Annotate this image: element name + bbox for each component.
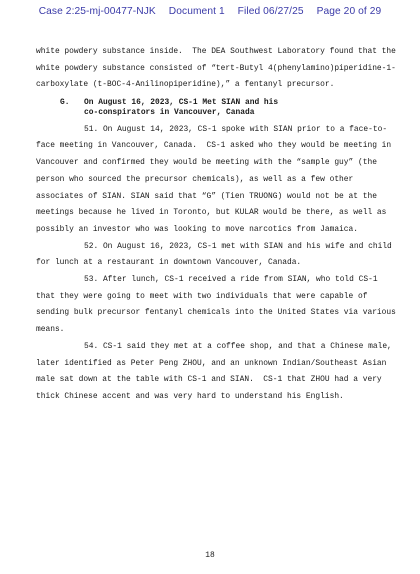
continuation-paragraph: white powdery substance inside. The DEA Southwest Laboratory found that the white powdery substance consisted of “tert-Butyl 4(phenylamino)piperidine-1-carboxylate (t-BOC-4-Anilinopiperidine),” a fentanyl precursor.: [36, 47, 401, 90]
section-letter: G.: [60, 98, 70, 108]
filed-date: Filed 06/27/25: [237, 6, 304, 17]
page-count: Page 20 of 29: [316, 6, 382, 17]
section-heading: [36, 96, 398, 120]
section-title: On August 16, 2023, CS-1 Met SIAN and his co-conspirators in Vancouver, Canada: [84, 98, 279, 117]
paragraph-51: 51. On August 14, 2023, CS-1 spoke with SIAN prior to a face-to-face meeting in Vancouver, Canada. CS-1 asked who they would be meeting in Vancouver and confirmed they would be meeting with the “sample guy” (the person who sourced the precursor chemicals), as well as a few other associates of SIAN. SIAN said that “G” (Tien TRUONG) would not be at the meetings because he lived in Toronto, but KULAR would be there, as well as possibly an investor who was looking to move narcotics from Jamaica.: [36, 124, 396, 234]
page-number: 18: [205, 551, 215, 560]
court-filing-header: [0, 6, 420, 17]
paragraph-52: 52. On August 16, 2023, CS-1 met with SIAN and his wife and child for lunch at a restaurant in downtown Vancouver, Canada.: [36, 241, 397, 268]
paragraph-53: 53. After lunch, CS-1 received a ride from SIAN, who told CS-1 that they were going to meet with two individuals that were capable of sending bulk precursor fentanyl chemicals into the United States via various means.: [36, 275, 401, 335]
paragraph-54: 54. CS-1 said they met at a coffee shop, and that a Chinese male, later identified as Peter Peng ZHOU, and an unknown Indian/Southeast Asian male sat down at the table with CS-1 and SIAN. CS-1 that ZHOU had a very thick Chinese accent and was very hard to understand his English.: [36, 341, 397, 401]
case-number: Case 2:25-mj-00477-NJK: [38, 6, 156, 17]
document-body: [36, 44, 401, 406]
document-number: Document 1: [168, 6, 225, 17]
